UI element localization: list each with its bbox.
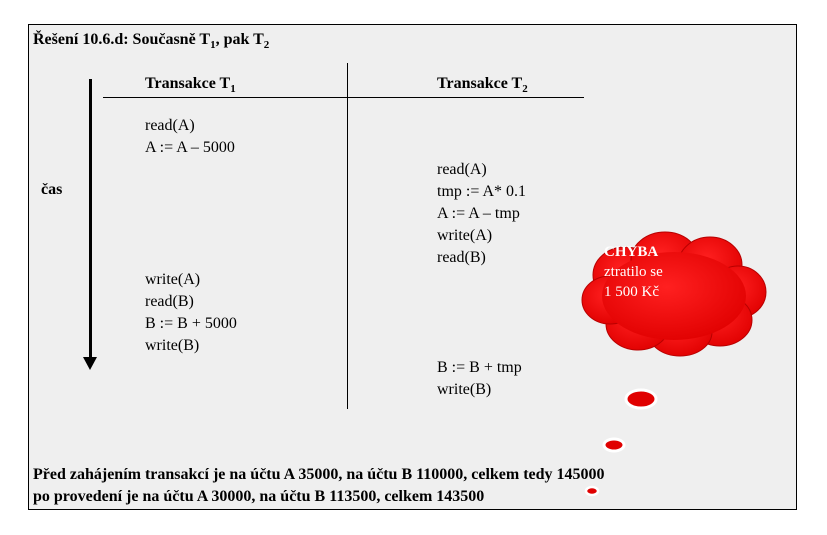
title-sub-1: 1 (210, 39, 216, 52)
title-text: Řešení 10.6.d: Současně T (33, 31, 211, 48)
t1-b-plus: B := B + 5000 (145, 315, 237, 332)
column-header-t2-sub: 2 (522, 83, 528, 96)
error-callout-title: CHYBA (604, 244, 659, 260)
time-arrow-down-icon (83, 357, 97, 370)
error-cloud-callout (570, 220, 778, 360)
time-label: čas (41, 181, 63, 198)
time-axis-line (89, 79, 92, 359)
t2-write-b: write(B) (437, 381, 492, 398)
t1-write-b: write(B) (145, 337, 200, 354)
callout-tail-dot-large (622, 386, 660, 412)
t1-read-a: read(A) (145, 117, 195, 134)
t2-b-plus: B := B + tmp (437, 359, 522, 376)
t2-a-minus: A := A – tmp (437, 205, 520, 222)
error-callout-text (604, 242, 663, 302)
t1-a-minus: A := A – 5000 (145, 139, 235, 156)
header-divider (103, 97, 584, 98)
summary-text (33, 464, 605, 508)
summary-line-1: Před zahájením transakcí je na účtu A 35000, na účtu B 110000, celkem tedy 145000 (33, 466, 605, 483)
error-callout-line-3: 1 500 Kč (604, 284, 659, 300)
t1-write-a: write(A) (145, 271, 201, 288)
callout-tail-dot-small (583, 484, 601, 498)
column-divider (347, 63, 348, 409)
t2-read-a: read(A) (437, 161, 487, 178)
column-header-t1 (145, 75, 236, 95)
column-header-t1-label: Transakce T (145, 75, 231, 92)
t2-write-a: write(A) (437, 227, 493, 244)
error-callout-line-2: ztratilo se (604, 264, 663, 280)
page-title (33, 31, 269, 51)
callout-tail-dot-medium (600, 435, 628, 455)
title-sub-2: 2 (263, 39, 270, 52)
column-header-t2-label: Transakce T (437, 75, 523, 92)
column-header-t2 (437, 75, 528, 95)
t2-tmp: tmp := A* 0.1 (437, 183, 527, 200)
summary-line-2: po provedení je na účtu A 30000, na účtu B 113500, celkem 143500 (33, 488, 485, 505)
t2-read-b: read(B) (437, 249, 486, 266)
t1-read-b: read(B) (145, 293, 194, 310)
title-mid: , pak T (215, 31, 264, 48)
column-header-t1-sub: 1 (230, 83, 236, 96)
